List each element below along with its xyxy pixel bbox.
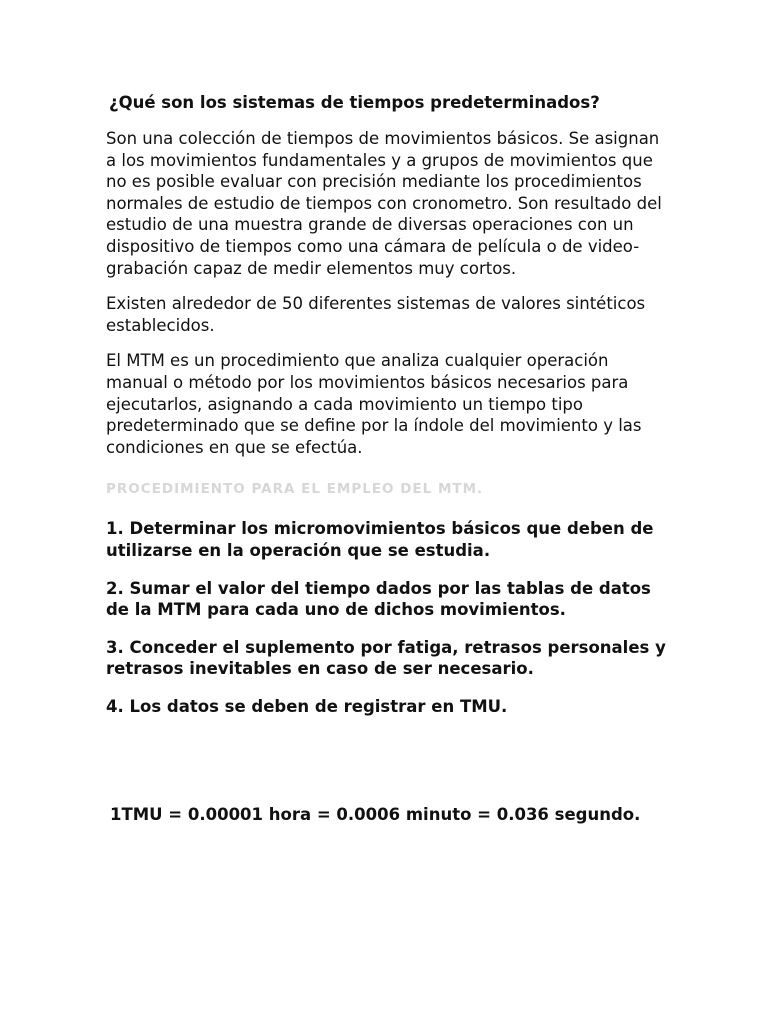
step-item: 4. Los datos se deben de registrar en TMU. [106,696,508,716]
document-body [106,92,666,733]
step-item: 3. Conceder el suplemento por fatiga, retrasos personales y retrasos inevitables en caso de ser necesario. [106,637,666,679]
section-heading: PROCEDIMIENTO PARA EL EMPLEO DEL MTM. [106,481,484,498]
steps-list [106,518,666,717]
paragraph-systems-count: Existen alrededor de 50 diferentes sistemas de valores sintéticos establecidos. [106,294,646,335]
paragraph-definition: Son una colección de tiempos de movimientos básicos. Se asignan a los movimientos fundamentales y a grupos de movimientos que no es posible evaluar con precisión mediante los procedimientos normales de estudio de tiempos con cronometro. Son resultado del estudio de una muestra grande de diversas operaciones con un dispositivo de tiempos como una cámara de película o de video-grabación capaz de medir elementos muy cortos. [106,129,662,278]
question-heading: ¿Qué son los sistemas de tiempos predeterminados? [109,93,600,112]
step-item: 2. Sumar el valor del tiempo dados por las tablas de datos de la MTM para cada uno de dichos movimientos. [106,578,651,620]
paragraph-mtm: El MTM es un procedimiento que analiza cualquier operación manual o método por los movimientos básicos necesarios para ejecutarlos, asignando a cada movimiento un tiempo tipo predeterminado que se define por la índole del movimiento y las condiciones en que se efectúa. [106,351,642,457]
step-item: 1. Determinar los micromovimientos básicos que deben de utilizarse en la operación que se estudia. [106,519,654,560]
tmu-formula: 1TMU = 0.00001 hora = 0.0006 minuto = 0.036 segundo. [110,805,641,824]
